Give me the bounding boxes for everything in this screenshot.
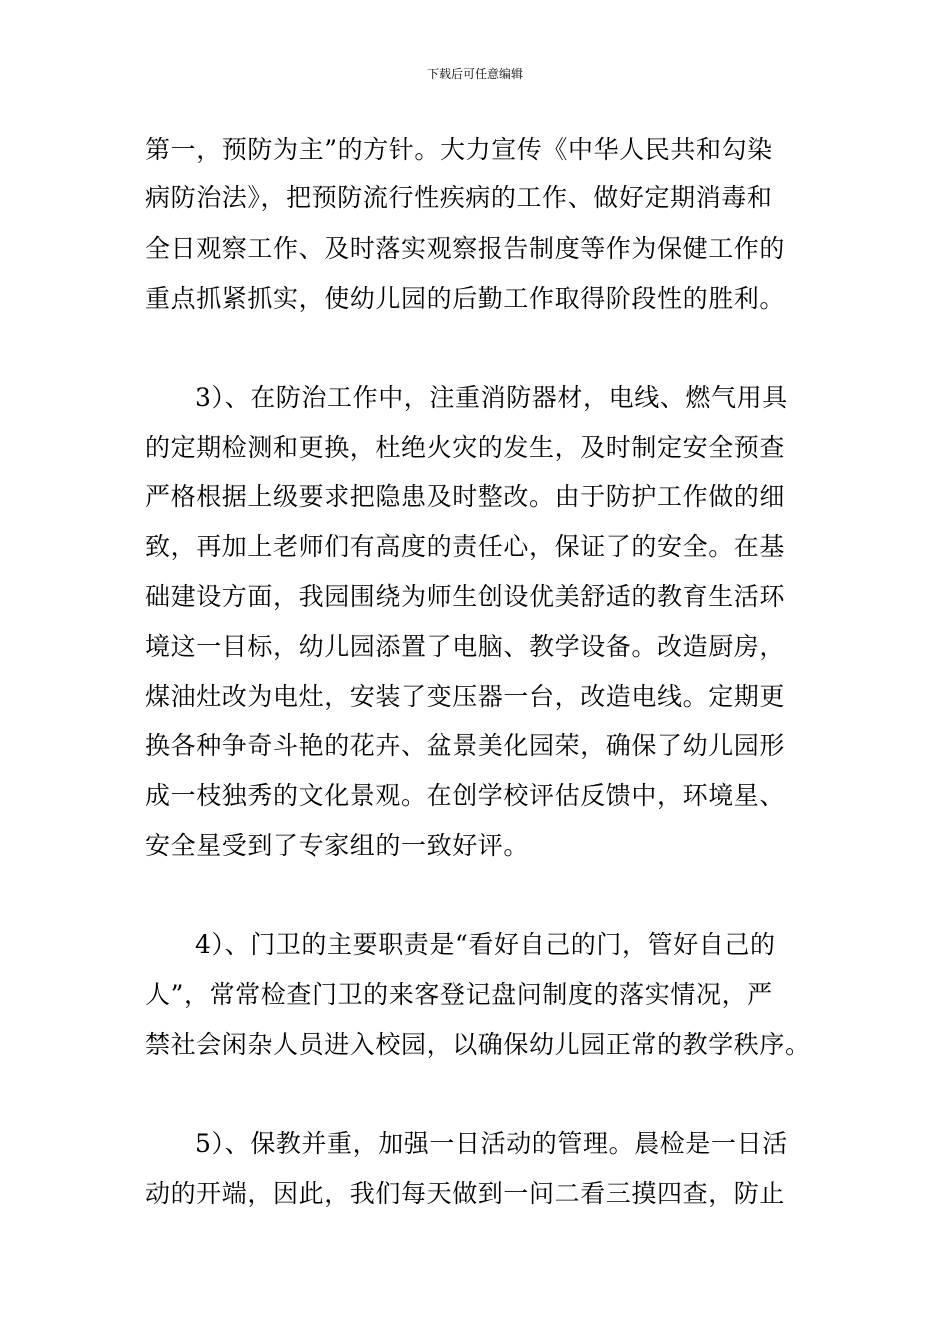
- text-line: 动的开端，因此，我们每天做到一问二看三摸四查，防止: [145, 1179, 786, 1208]
- text-line: 换各种争奇斗艳的花卉、盆景美化园荣，确保了幼儿园形: [145, 731, 786, 760]
- text-line: 3）、在防治工作中，注重消防器材，电线、燃气用具: [195, 383, 788, 412]
- text-line: 5）、保教并重，加强一日活动的管理。晨检是一日活: [195, 1129, 788, 1158]
- text-line: 全日观察工作、及时落实观察报告制度等作为保健工作的: [145, 234, 786, 263]
- text-line: 安全星受到了专家组的一致好评。: [145, 831, 530, 860]
- text-line: 严格根据上级要求把隐患及时整改。由于防护工作做的细: [145, 482, 786, 511]
- text-line: 4）、门卫的主要职责是“看好自己的门，管好自己的: [195, 930, 776, 959]
- text-line: 病防治法》，把预防流行性疾病的工作、做好定期消毒和: [145, 183, 773, 212]
- text-line: 境这一目标，幼儿园添置了电脑、教学设备。改造厨房，: [145, 632, 786, 661]
- text-line: 的定期检测和更换，杜绝火灾的发生，及时制定安全预查: [145, 433, 786, 462]
- text-line: 础建设方面，我园围绕为师生创设优美舒适的教育生活环: [145, 582, 786, 611]
- text-line: 成一枝独秀的文化景观。在创学校评估反馈中，环境星、: [145, 781, 786, 810]
- text-line: 第一，预防为主”的方针。大力宣传《中华人民共和勾染: [145, 135, 773, 164]
- page-header: 下载后可任意编辑: [426, 67, 523, 81]
- text-line: 人”，常常检查门卫的来客登记盘问制度的落实情况，严: [145, 980, 773, 1009]
- text-line: 致，再加上老师们有高度的责任心，保证了的安全。在基: [145, 532, 786, 561]
- text-line: 重点抓紧抓实，使幼儿园的后勤工作取得阶段性的胜利。: [145, 284, 786, 313]
- text-line: 禁社会闲杂人员进入校园，以确保幼儿园正常的教学秩序。: [145, 1030, 811, 1059]
- text-line: 煤油灶改为电灶，安装了变压器一台，改造电线。定期更: [145, 682, 786, 711]
